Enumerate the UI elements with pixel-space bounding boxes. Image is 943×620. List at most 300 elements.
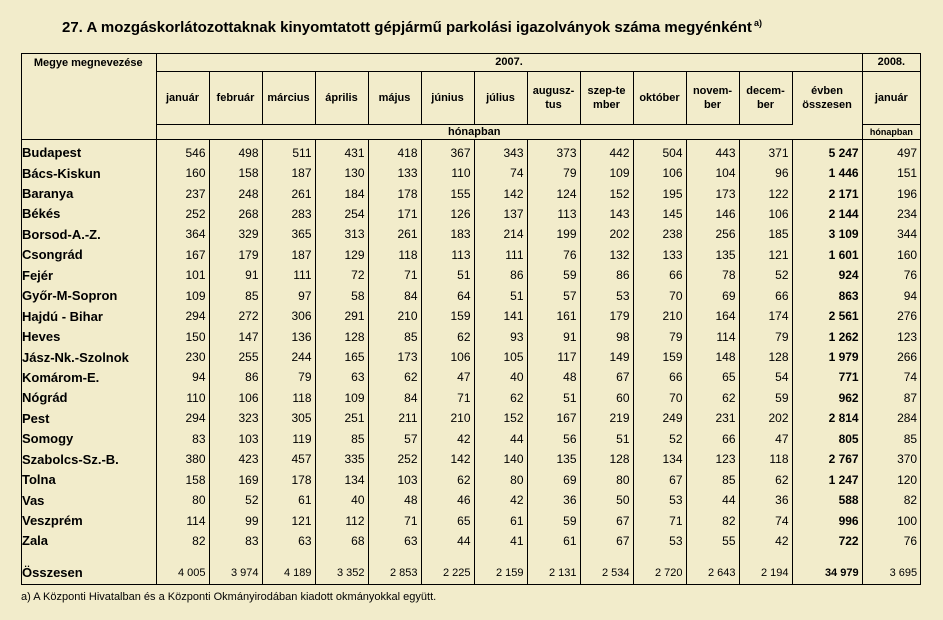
month-value: 121	[262, 510, 315, 530]
month-value: 62	[739, 469, 792, 489]
month-value: 373	[527, 140, 580, 163]
county-name: Tolna	[21, 469, 156, 489]
month-value: 62	[686, 388, 739, 408]
month-value: 171	[368, 204, 421, 224]
month-value: 110	[421, 163, 474, 183]
annual-total-value: 771	[792, 367, 862, 387]
month-value: 121	[739, 245, 792, 265]
month-value: 112	[315, 510, 368, 530]
month-value: 66	[633, 367, 686, 387]
table-row	[21, 306, 920, 326]
month-value: 70	[633, 285, 686, 305]
table-row	[21, 285, 920, 305]
month-value: 149	[580, 347, 633, 367]
month-value: 202	[739, 408, 792, 428]
table-row	[21, 204, 920, 224]
month-value: 62	[368, 367, 421, 387]
month-value: 148	[686, 347, 739, 367]
month-value: 418	[368, 140, 421, 163]
annual-total-value: 1 601	[792, 245, 862, 265]
month-value: 173	[368, 347, 421, 367]
spacer-cell	[21, 551, 156, 561]
month-value: 365	[262, 224, 315, 244]
unit-blank	[792, 125, 862, 140]
jan-2008-value: 100	[897, 513, 918, 528]
month-value: 40	[315, 490, 368, 510]
month-value: 252	[156, 204, 209, 224]
month-value: 51	[527, 388, 580, 408]
month-header: augusz-tus	[527, 71, 580, 124]
annual-total-value: 1 247	[792, 469, 862, 489]
month-value: 106	[421, 347, 474, 367]
month-value: 111	[474, 245, 527, 265]
month-value: 48	[368, 490, 421, 510]
month-value: 74	[739, 510, 792, 530]
county-name: Borsod-A.-Z.	[21, 224, 156, 244]
parking-permit-table	[21, 53, 920, 584]
table-row	[21, 449, 920, 469]
month-header: május	[368, 71, 421, 124]
month-value: 143	[580, 204, 633, 224]
month-value: 62	[421, 469, 474, 489]
month-value: 214	[474, 224, 527, 244]
month-value: 104	[686, 163, 739, 183]
month-value: 80	[156, 490, 209, 510]
month-value: 110	[156, 388, 209, 408]
table-row	[21, 388, 920, 408]
annual-total-value: 924	[792, 265, 862, 285]
month-value: 4 005	[156, 561, 209, 584]
month-value: 187	[262, 245, 315, 265]
month-value: 306	[262, 306, 315, 326]
table-row	[21, 367, 920, 387]
jan-2008-value: 123	[897, 329, 918, 344]
month-value: 67	[633, 469, 686, 489]
month-value: 134	[633, 449, 686, 469]
month-value: 124	[527, 183, 580, 203]
annual-total-value: 34 979	[792, 561, 862, 584]
county-name: Győr-M-Sopron	[21, 285, 156, 305]
month-value: 98	[580, 326, 633, 346]
month-value: 159	[421, 306, 474, 326]
month-value: 57	[368, 429, 421, 449]
month-value: 152	[474, 408, 527, 428]
month-value: 85	[209, 285, 262, 305]
month-value: 254	[315, 204, 368, 224]
county-name: Komárom-E.	[21, 367, 156, 387]
county-name: Bács-Kiskun	[21, 163, 156, 183]
month-value: 62	[421, 326, 474, 346]
month-value: 219	[580, 408, 633, 428]
year-2007-header: 2007.	[156, 53, 862, 71]
month-value: 134	[315, 469, 368, 489]
month-value: 86	[580, 265, 633, 285]
month-value: 93	[474, 326, 527, 346]
county-name: Zala	[21, 531, 156, 551]
month-value: 51	[474, 285, 527, 305]
month-value: 249	[633, 408, 686, 428]
month-value: 83	[209, 531, 262, 551]
month-value: 2 225	[421, 561, 474, 584]
spacer-cell	[527, 551, 580, 561]
table-row	[21, 183, 920, 203]
month-value: 65	[686, 367, 739, 387]
table-row	[21, 265, 920, 285]
month-value: 84	[368, 388, 421, 408]
county-name: Pest	[21, 408, 156, 428]
county-name: Hajdú - Bihar	[21, 306, 156, 326]
month-value: 70	[633, 388, 686, 408]
month-value: 50	[580, 490, 633, 510]
annual-total-value: 1 979	[792, 347, 862, 367]
month-value: 283	[262, 204, 315, 224]
county-name: Csongrád	[21, 245, 156, 265]
month-value: 66	[633, 265, 686, 285]
month-value: 184	[315, 183, 368, 203]
month-value: 3 974	[209, 561, 262, 584]
year-2008-header: 2008.	[862, 53, 920, 71]
month-value: 82	[686, 510, 739, 530]
month-value: 178	[368, 183, 421, 203]
jan-2008-value: 276	[897, 309, 918, 324]
month-value: 169	[209, 469, 262, 489]
footnote: a) A Központi Hivatalban és a Központi Okmányirodában kiadott okmányokkal együtt.	[21, 591, 437, 603]
month-value: 67	[580, 531, 633, 551]
month-value: 69	[527, 469, 580, 489]
month-value: 179	[209, 245, 262, 265]
county-name: Veszprém	[21, 510, 156, 530]
month-value: 135	[686, 245, 739, 265]
month-value: 71	[368, 265, 421, 285]
month-value: 44	[686, 490, 739, 510]
jan-2008-value: 120	[897, 472, 918, 487]
month-value: 118	[739, 449, 792, 469]
month-value: 53	[633, 531, 686, 551]
month-value: 128	[739, 347, 792, 367]
month-value: 118	[262, 388, 315, 408]
jan-2008-value: 151	[897, 166, 918, 181]
month-value: 118	[368, 245, 421, 265]
jan-2008-value: 76	[903, 533, 918, 548]
month-header: február	[209, 71, 262, 124]
month-value: 65	[421, 510, 474, 530]
month-value: 238	[633, 224, 686, 244]
month-value: 85	[686, 469, 739, 489]
jan-2008-value: 344	[897, 227, 918, 242]
month-value: 61	[474, 510, 527, 530]
spacer-cell	[368, 551, 421, 561]
month-value: 67	[580, 367, 633, 387]
month-value: 52	[739, 265, 792, 285]
month-value: 68	[315, 531, 368, 551]
month-value: 498	[209, 140, 262, 163]
annual-total-value: 1 446	[792, 163, 862, 183]
month-value: 42	[421, 429, 474, 449]
month-header: novem-ber	[686, 71, 739, 124]
annual-total-value: 2 561	[792, 306, 862, 326]
unit-month-header: hónapban	[156, 125, 792, 140]
month-value: 371	[739, 140, 792, 163]
month-value: 62	[474, 388, 527, 408]
annual-total-value: 2 144	[792, 204, 862, 224]
month-value: 106	[739, 204, 792, 224]
month-value: 61	[262, 490, 315, 510]
month-value: 248	[209, 183, 262, 203]
jan-2008-value: 82	[903, 493, 918, 508]
month-value: 211	[368, 408, 421, 428]
month-value: 145	[633, 204, 686, 224]
month-value: 94	[156, 367, 209, 387]
month-value: 82	[156, 531, 209, 551]
month-value: 329	[209, 224, 262, 244]
annual-total-value: 1 262	[792, 326, 862, 346]
month-value: 119	[262, 429, 315, 449]
month-value: 103	[209, 429, 262, 449]
month-value: 60	[580, 388, 633, 408]
table-row	[21, 429, 920, 449]
table-title	[62, 18, 762, 36]
month-value: 343	[474, 140, 527, 163]
county-header	[21, 53, 156, 140]
spacer-cell	[633, 551, 686, 561]
month-value: 159	[633, 347, 686, 367]
annual-total-header	[792, 71, 862, 124]
month-value: 54	[739, 367, 792, 387]
month-value: 158	[209, 163, 262, 183]
month-value: 105	[474, 347, 527, 367]
month-value: 78	[686, 265, 739, 285]
month-value: 252	[368, 449, 421, 469]
jan-2008-value: 85	[903, 431, 918, 446]
jan-2008-value: 370	[897, 452, 918, 467]
county-header-label: Megye megnevezése	[33, 57, 143, 69]
month-value: 109	[580, 163, 633, 183]
month-value: 187	[262, 163, 315, 183]
month-value: 268	[209, 204, 262, 224]
spacer-row	[21, 551, 920, 561]
month-value: 291	[315, 306, 368, 326]
month-value: 251	[315, 408, 368, 428]
table-row	[21, 224, 920, 244]
month-value: 431	[315, 140, 368, 163]
jan-2008-value: 3 695	[889, 566, 918, 579]
month-value: 48	[527, 367, 580, 387]
county-name: Somogy	[21, 429, 156, 449]
month-value: 86	[474, 265, 527, 285]
jan-2008-value: 234	[897, 206, 918, 221]
spacer-cell	[686, 551, 739, 561]
spacer-cell	[474, 551, 527, 561]
jan-2008-value: 87	[903, 390, 918, 405]
table-row	[21, 163, 920, 183]
month-value: 109	[315, 388, 368, 408]
county-name: Baranya	[21, 183, 156, 203]
table-row	[21, 531, 920, 551]
table-title-text: 27. A mozgáskorlátozottaknak kinyomtatott gépjármű parkolási igazolványok száma megyénként	[62, 19, 752, 36]
month-value: 36	[527, 490, 580, 510]
month-value: 106	[633, 163, 686, 183]
month-value: 47	[739, 429, 792, 449]
month-value: 59	[527, 265, 580, 285]
month-value: 146	[686, 204, 739, 224]
month-value: 335	[315, 449, 368, 469]
jan-2008-value: 160	[897, 247, 918, 262]
month-value: 71	[633, 510, 686, 530]
month-value: 546	[156, 140, 209, 163]
month-value: 74	[474, 163, 527, 183]
month-value: 79	[527, 163, 580, 183]
jan-2008-value: 74	[903, 370, 918, 385]
month-value: 66	[739, 285, 792, 305]
month-value: 51	[421, 265, 474, 285]
month-header: április	[315, 71, 368, 124]
month-value: 111	[262, 265, 315, 285]
jan-2008-header: január	[874, 91, 908, 104]
month-value: 167	[156, 245, 209, 265]
month-value: 199	[527, 224, 580, 244]
month-value: 261	[368, 224, 421, 244]
county-name: Jász-Nk.-Szolnok	[21, 347, 156, 367]
month-value: 244	[262, 347, 315, 367]
month-value: 91	[527, 326, 580, 346]
month-value: 185	[739, 224, 792, 244]
month-value: 58	[315, 285, 368, 305]
month-value: 129	[315, 245, 368, 265]
month-value: 294	[156, 408, 209, 428]
spacer-cell	[262, 551, 315, 561]
month-value: 101	[156, 265, 209, 285]
month-header: október	[633, 71, 686, 124]
county-name: Békés	[21, 204, 156, 224]
spacer-cell	[580, 551, 633, 561]
month-value: 46	[421, 490, 474, 510]
month-value: 53	[633, 490, 686, 510]
month-value: 160	[156, 163, 209, 183]
month-value: 66	[686, 429, 739, 449]
county-name: Összesen	[21, 561, 156, 584]
jan-2008-value: 196	[897, 186, 918, 201]
annual-total-value: 3 109	[792, 224, 862, 244]
month-value: 165	[315, 347, 368, 367]
month-value: 504	[633, 140, 686, 163]
annual-total-value: 722	[792, 531, 862, 551]
month-value: 57	[527, 285, 580, 305]
table-row	[21, 347, 920, 367]
month-value: 79	[262, 367, 315, 387]
month-value: 323	[209, 408, 262, 428]
month-value: 4 189	[262, 561, 315, 584]
table-row	[21, 490, 920, 510]
month-value: 53	[580, 285, 633, 305]
month-value: 83	[156, 429, 209, 449]
month-value: 179	[580, 306, 633, 326]
month-header: június	[421, 71, 474, 124]
month-value: 364	[156, 224, 209, 244]
month-value: 173	[686, 183, 739, 203]
annual-total-value: 2 814	[792, 408, 862, 428]
month-value: 135	[527, 449, 580, 469]
month-value: 2 194	[739, 561, 792, 584]
month-value: 231	[686, 408, 739, 428]
month-value: 142	[474, 183, 527, 203]
month-value: 55	[686, 531, 739, 551]
month-value: 91	[209, 265, 262, 285]
annual-total-value: 2 171	[792, 183, 862, 203]
month-value: 106	[209, 388, 262, 408]
table-row	[21, 140, 920, 163]
month-value: 44	[474, 429, 527, 449]
month-value: 367	[421, 140, 474, 163]
month-value: 178	[262, 469, 315, 489]
month-value: 140	[474, 449, 527, 469]
spacer-cell	[315, 551, 368, 561]
month-value: 313	[315, 224, 368, 244]
annual-total-value: 5 247	[792, 140, 862, 163]
month-value: 52	[209, 490, 262, 510]
table-row	[21, 245, 920, 265]
jan-2008-value: 497	[897, 145, 918, 160]
month-value: 210	[633, 306, 686, 326]
spacer-cell	[421, 551, 474, 561]
month-value: 136	[262, 326, 315, 346]
jan-2008-value: 284	[897, 411, 918, 426]
month-value: 80	[474, 469, 527, 489]
month-value: 103	[368, 469, 421, 489]
month-value: 158	[156, 469, 209, 489]
month-value: 423	[209, 449, 262, 469]
month-value: 123	[686, 449, 739, 469]
spacer-cell	[792, 551, 862, 561]
month-value: 63	[368, 531, 421, 551]
jan-2008-value: 266	[897, 350, 918, 365]
month-value: 117	[527, 347, 580, 367]
month-value: 36	[739, 490, 792, 510]
spacer-cell	[739, 551, 792, 561]
spacer-cell	[209, 551, 262, 561]
month-value: 71	[421, 388, 474, 408]
month-value: 155	[421, 183, 474, 203]
month-value: 80	[580, 469, 633, 489]
month-value: 96	[739, 163, 792, 183]
month-value: 63	[262, 531, 315, 551]
month-value: 141	[474, 306, 527, 326]
month-value: 86	[209, 367, 262, 387]
month-value: 294	[156, 306, 209, 326]
spacer-cell	[156, 551, 209, 561]
month-value: 128	[580, 449, 633, 469]
table-row	[21, 510, 920, 530]
month-value: 183	[421, 224, 474, 244]
month-value: 167	[527, 408, 580, 428]
month-value: 113	[421, 245, 474, 265]
month-value: 52	[633, 429, 686, 449]
month-header: szep-tember	[580, 71, 633, 124]
month-value: 71	[368, 510, 421, 530]
month-value: 150	[156, 326, 209, 346]
annual-total-value: 805	[792, 429, 862, 449]
month-value: 230	[156, 347, 209, 367]
month-value: 256	[686, 224, 739, 244]
annual-total-value: 863	[792, 285, 862, 305]
month-value: 2 534	[580, 561, 633, 584]
month-value: 133	[368, 163, 421, 183]
month-value: 457	[262, 449, 315, 469]
month-value: 56	[527, 429, 580, 449]
month-value: 442	[580, 140, 633, 163]
month-value: 79	[633, 326, 686, 346]
annual-total-value: 588	[792, 490, 862, 510]
month-value: 2 131	[527, 561, 580, 584]
